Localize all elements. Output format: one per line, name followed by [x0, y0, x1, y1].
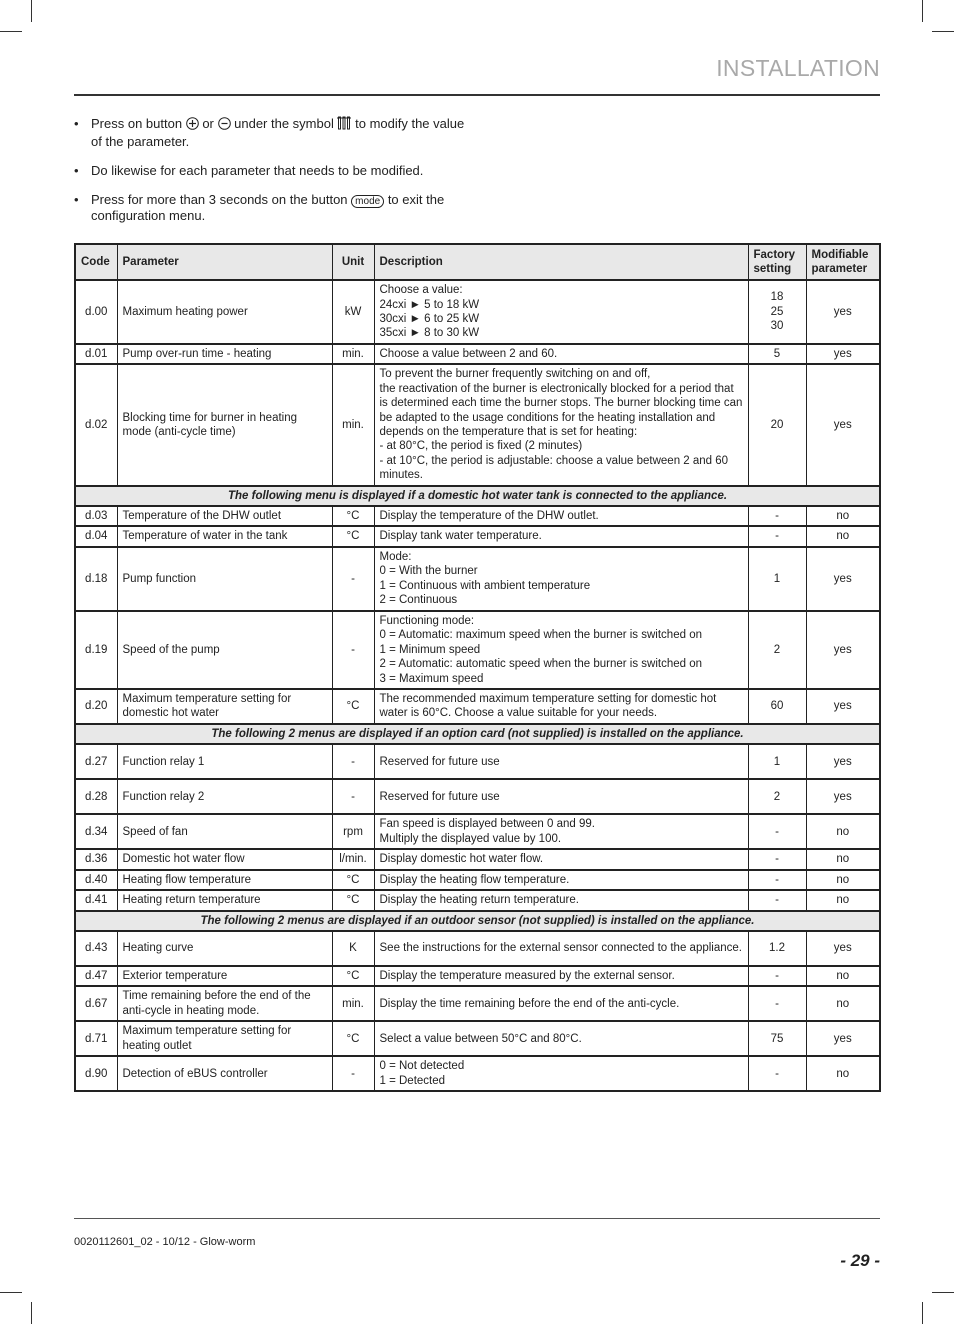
- instruction-text: under the symbol: [234, 116, 334, 131]
- instruction-item: • Do likewise for each parameter that needs to be modified.: [74, 163, 424, 178]
- cell-description: Select a value between 50°C and 80°C.: [374, 1021, 748, 1056]
- cell-parameter: Pump over-run time - heating: [117, 344, 332, 364]
- radiator-icon: [337, 116, 351, 134]
- cell-description: Display the time remaining before the end of the anti-cycle.: [374, 986, 748, 1021]
- cell-unit: -: [332, 611, 374, 689]
- cell-parameter: Time remaining before the end of the anti-cycle in heating mode.: [117, 986, 332, 1021]
- cell-code: d.01: [75, 344, 117, 364]
- table-row: [75, 931, 880, 966]
- page-section-title: INSTALLATION: [716, 55, 880, 81]
- cell-unit: °C: [332, 870, 374, 890]
- table-row: [75, 744, 880, 779]
- cell-code: d.67: [75, 986, 117, 1021]
- cell-code: d.90: [75, 1056, 117, 1091]
- cell-parameter: Temperature of the DHW outlet: [117, 506, 332, 526]
- cell-unit: -: [332, 779, 374, 814]
- note-option-card: The following 2 menus are displayed if an option card (not supplied) is installed on the appliance.: [75, 724, 880, 744]
- table-row: [75, 611, 880, 689]
- cell-modifiable: yes: [806, 280, 880, 344]
- cell-code: d.47: [75, 966, 117, 986]
- cell-parameter: Maximum heating power: [117, 280, 332, 344]
- cell-modifiable: no: [806, 849, 880, 869]
- cell-unit: min.: [332, 344, 374, 364]
- cell-modifiable: no: [806, 506, 880, 526]
- crop-mark: [922, 0, 923, 22]
- table-row: [75, 986, 880, 1021]
- table-row: [75, 547, 880, 611]
- cell-factory: -: [748, 1056, 806, 1091]
- cell-modifiable: yes: [806, 1021, 880, 1056]
- cell-code: d.71: [75, 1021, 117, 1056]
- cell-factory: -: [748, 506, 806, 526]
- table-row: [75, 1056, 880, 1091]
- table-row: [75, 779, 880, 814]
- cell-unit: -: [332, 744, 374, 779]
- cell-description: Display the temperature measured by the external sensor.: [374, 966, 748, 986]
- table-row: [75, 280, 880, 344]
- table-row: [75, 364, 880, 485]
- cell-code: d.27: [75, 744, 117, 779]
- cell-factory: 1.2: [748, 931, 806, 966]
- cell-unit: °C: [332, 526, 374, 546]
- cell-factory: 60: [748, 689, 806, 724]
- header-parameter: Parameter: [117, 244, 332, 280]
- cell-unit: °C: [332, 1021, 374, 1056]
- table-row: [75, 966, 880, 986]
- instruction-item: • Press for more than 3 seconds on the button mode to exit the configuration menu.: [74, 192, 445, 223]
- cell-unit: min.: [332, 364, 374, 485]
- cell-code: d.04: [75, 526, 117, 546]
- cell-code: d.41: [75, 890, 117, 910]
- table-note-row: [75, 724, 880, 744]
- plus-circle-icon: [186, 117, 199, 134]
- instruction-text: Press for more than 3 seconds on the button: [91, 192, 348, 207]
- cell-unit: kW: [332, 280, 374, 344]
- cell-factory: 20: [748, 364, 806, 485]
- document-reference: 0020112601_02 - 10/12 - Glow-worm: [74, 1236, 256, 1248]
- cell-description: Functioning mode: 0 = Automatic: maximum speed when the burner is switched on 1 = Minimum speed 2 = Automatic: automatic speed when the burner is switched on 3 = Maximum speed: [374, 611, 748, 689]
- cell-parameter: Speed of fan: [117, 814, 332, 849]
- cell-modifiable: yes: [806, 931, 880, 966]
- cell-unit: min.: [332, 986, 374, 1021]
- cell-modifiable: no: [806, 966, 880, 986]
- instruction-list: [74, 116, 474, 237]
- cell-factory: -: [748, 966, 806, 986]
- crop-mark: [932, 1292, 954, 1293]
- table-note-row: [75, 486, 880, 506]
- cell-factory: 1: [748, 744, 806, 779]
- crop-mark: [0, 31, 22, 32]
- cell-modifiable: yes: [806, 744, 880, 779]
- cell-parameter: Blocking time for burner in heating mode (anti-cycle time): [117, 364, 332, 485]
- cell-code: d.34: [75, 814, 117, 849]
- cell-modifiable: yes: [806, 547, 880, 611]
- cell-parameter: Heating flow temperature: [117, 870, 332, 890]
- instruction-text: to modify the value of the parameter.: [91, 116, 465, 149]
- cell-description: See the instructions for the external sensor connected to the appliance.: [374, 931, 748, 966]
- cell-unit: l/min.: [332, 849, 374, 869]
- cell-parameter: Exterior temperature: [117, 966, 332, 986]
- crop-mark: [31, 0, 32, 22]
- cell-factory: 1: [748, 547, 806, 611]
- header-divider: [74, 94, 880, 96]
- cell-parameter: Domestic hot water flow: [117, 849, 332, 869]
- cell-parameter: Speed of the pump: [117, 611, 332, 689]
- cell-code: d.19: [75, 611, 117, 689]
- cell-parameter: Maximum temperature setting for heating outlet: [117, 1021, 332, 1056]
- cell-code: d.36: [75, 849, 117, 869]
- footer-divider: [74, 1218, 880, 1219]
- cell-parameter: Heating curve: [117, 931, 332, 966]
- cell-description: Mode: 0 = With the burner 1 = Continuous with ambient temperature 2 = Continuous: [374, 547, 748, 611]
- cell-unit: °C: [332, 689, 374, 724]
- note-dhw-tank: The following menu is displayed if a domestic hot water tank is connected to the appliance.: [75, 486, 880, 506]
- cell-parameter: Temperature of water in the tank: [117, 526, 332, 546]
- cell-unit: -: [332, 1056, 374, 1091]
- cell-factory: -: [748, 986, 806, 1021]
- cell-parameter: Maximum temperature setting for domestic hot water: [117, 689, 332, 724]
- cell-unit: K: [332, 931, 374, 966]
- header-description: Description: [374, 244, 748, 280]
- cell-parameter: Function relay 2: [117, 779, 332, 814]
- cell-code: d.18: [75, 547, 117, 611]
- instruction-text: Do likewise for each parameter that needs to be modified.: [91, 163, 424, 178]
- crop-mark: [922, 1302, 923, 1324]
- header-code: Code: [75, 244, 117, 280]
- instruction-text: to exit the configuration menu.: [91, 192, 445, 223]
- cell-code: d.20: [75, 689, 117, 724]
- table-row: [75, 689, 880, 724]
- cell-description: To prevent the burner frequently switching on and off, the reactivation of the burner is electronically blocked for a period that is determined each time the burner stops. The burner blocking time can be adapted to the usage conditions for the heating installation and depends on the temperature that is set for heating: - at 80°C, the period is fixed (2 minutes) - at 10°C, the period is adjustable: choose a value between 2 and 60 minutes.: [374, 364, 748, 485]
- cell-description: Reserved for future use: [374, 744, 748, 779]
- minus-circle-icon: [218, 117, 231, 134]
- cell-modifiable: no: [806, 526, 880, 546]
- cell-code: d.02: [75, 364, 117, 485]
- table-row: [75, 506, 880, 526]
- instruction-text: or: [202, 116, 214, 131]
- header-modifiable: Modifiable parameter: [806, 244, 880, 280]
- mode-button-icon: mode: [351, 195, 384, 208]
- cell-description: Display domestic hot water flow.: [374, 849, 748, 869]
- cell-code: d.40: [75, 870, 117, 890]
- cell-description: Fan speed is displayed between 0 and 99. Multiply the displayed value by 100.: [374, 814, 748, 849]
- cell-modifiable: no: [806, 1056, 880, 1091]
- cell-factory: -: [748, 890, 806, 910]
- table-row: [75, 1021, 880, 1056]
- cell-factory: -: [748, 849, 806, 869]
- cell-code: d.00: [75, 280, 117, 344]
- cell-factory: 75: [748, 1021, 806, 1056]
- instruction-item: • Press on button or under the symbol to modify the value of the parameter.: [74, 116, 465, 149]
- table-header-row: [75, 244, 880, 280]
- cell-modifiable: no: [806, 814, 880, 849]
- cell-unit: rpm: [332, 814, 374, 849]
- table-note-row: [75, 911, 880, 931]
- cell-factory: -: [748, 526, 806, 546]
- cell-modifiable: no: [806, 986, 880, 1021]
- page-number: - 29 -: [840, 1251, 880, 1270]
- cell-code: d.03: [75, 506, 117, 526]
- cell-parameter: Heating return temperature: [117, 890, 332, 910]
- cell-description: Reserved for future use: [374, 779, 748, 814]
- crop-mark: [0, 1292, 22, 1293]
- cell-modifiable: yes: [806, 611, 880, 689]
- cell-description: Choose a value: 24cxi ► 5 to 18 kW 30cxi ► 6 to 25 kW 35cxi ► 8 to 30 kW: [374, 280, 748, 344]
- cell-description: 0 = Not detected 1 = Detected: [374, 1056, 748, 1091]
- cell-factory: 2: [748, 779, 806, 814]
- cell-description: Choose a value between 2 and 60.: [374, 344, 748, 364]
- cell-modifiable: yes: [806, 364, 880, 485]
- cell-factory: 5: [748, 344, 806, 364]
- cell-factory: 18 25 30: [748, 280, 806, 344]
- cell-factory: 2: [748, 611, 806, 689]
- cell-unit: -: [332, 547, 374, 611]
- table-row: [75, 344, 880, 364]
- header-factory-setting: Factory setting: [748, 244, 806, 280]
- table-row: [75, 849, 880, 869]
- cell-factory: -: [748, 870, 806, 890]
- cell-description: Display the heating flow temperature.: [374, 870, 748, 890]
- crop-mark: [932, 31, 954, 32]
- cell-unit: °C: [332, 506, 374, 526]
- note-outdoor-sensor: The following 2 menus are displayed if an outdoor sensor (not supplied) is installed on the appliance.: [75, 911, 880, 931]
- cell-parameter: Pump function: [117, 547, 332, 611]
- cell-modifiable: no: [806, 870, 880, 890]
- cell-modifiable: yes: [806, 779, 880, 814]
- cell-description: Display the heating return temperature.: [374, 890, 748, 910]
- cell-unit: °C: [332, 890, 374, 910]
- cell-modifiable: yes: [806, 689, 880, 724]
- cell-parameter: Detection of eBUS controller: [117, 1056, 332, 1091]
- cell-parameter: Function relay 1: [117, 744, 332, 779]
- table-row: [75, 814, 880, 849]
- instruction-text: Press on button: [91, 116, 183, 131]
- table-row: [75, 890, 880, 910]
- cell-code: d.28: [75, 779, 117, 814]
- cell-description: Display tank water temperature.: [374, 526, 748, 546]
- cell-modifiable: no: [806, 890, 880, 910]
- crop-mark: [31, 1302, 32, 1324]
- cell-code: d.43: [75, 931, 117, 966]
- table-row: [75, 526, 880, 546]
- table-row: [75, 870, 880, 890]
- cell-factory: -: [748, 814, 806, 849]
- header-unit: Unit: [332, 244, 374, 280]
- cell-unit: °C: [332, 966, 374, 986]
- cell-description: The recommended maximum temperature setting for domestic hot water is 60°C. Choose a value suitable for your needs.: [374, 689, 748, 724]
- parameter-table: [74, 243, 881, 1092]
- cell-description: Display the temperature of the DHW outlet.: [374, 506, 748, 526]
- cell-modifiable: yes: [806, 344, 880, 364]
